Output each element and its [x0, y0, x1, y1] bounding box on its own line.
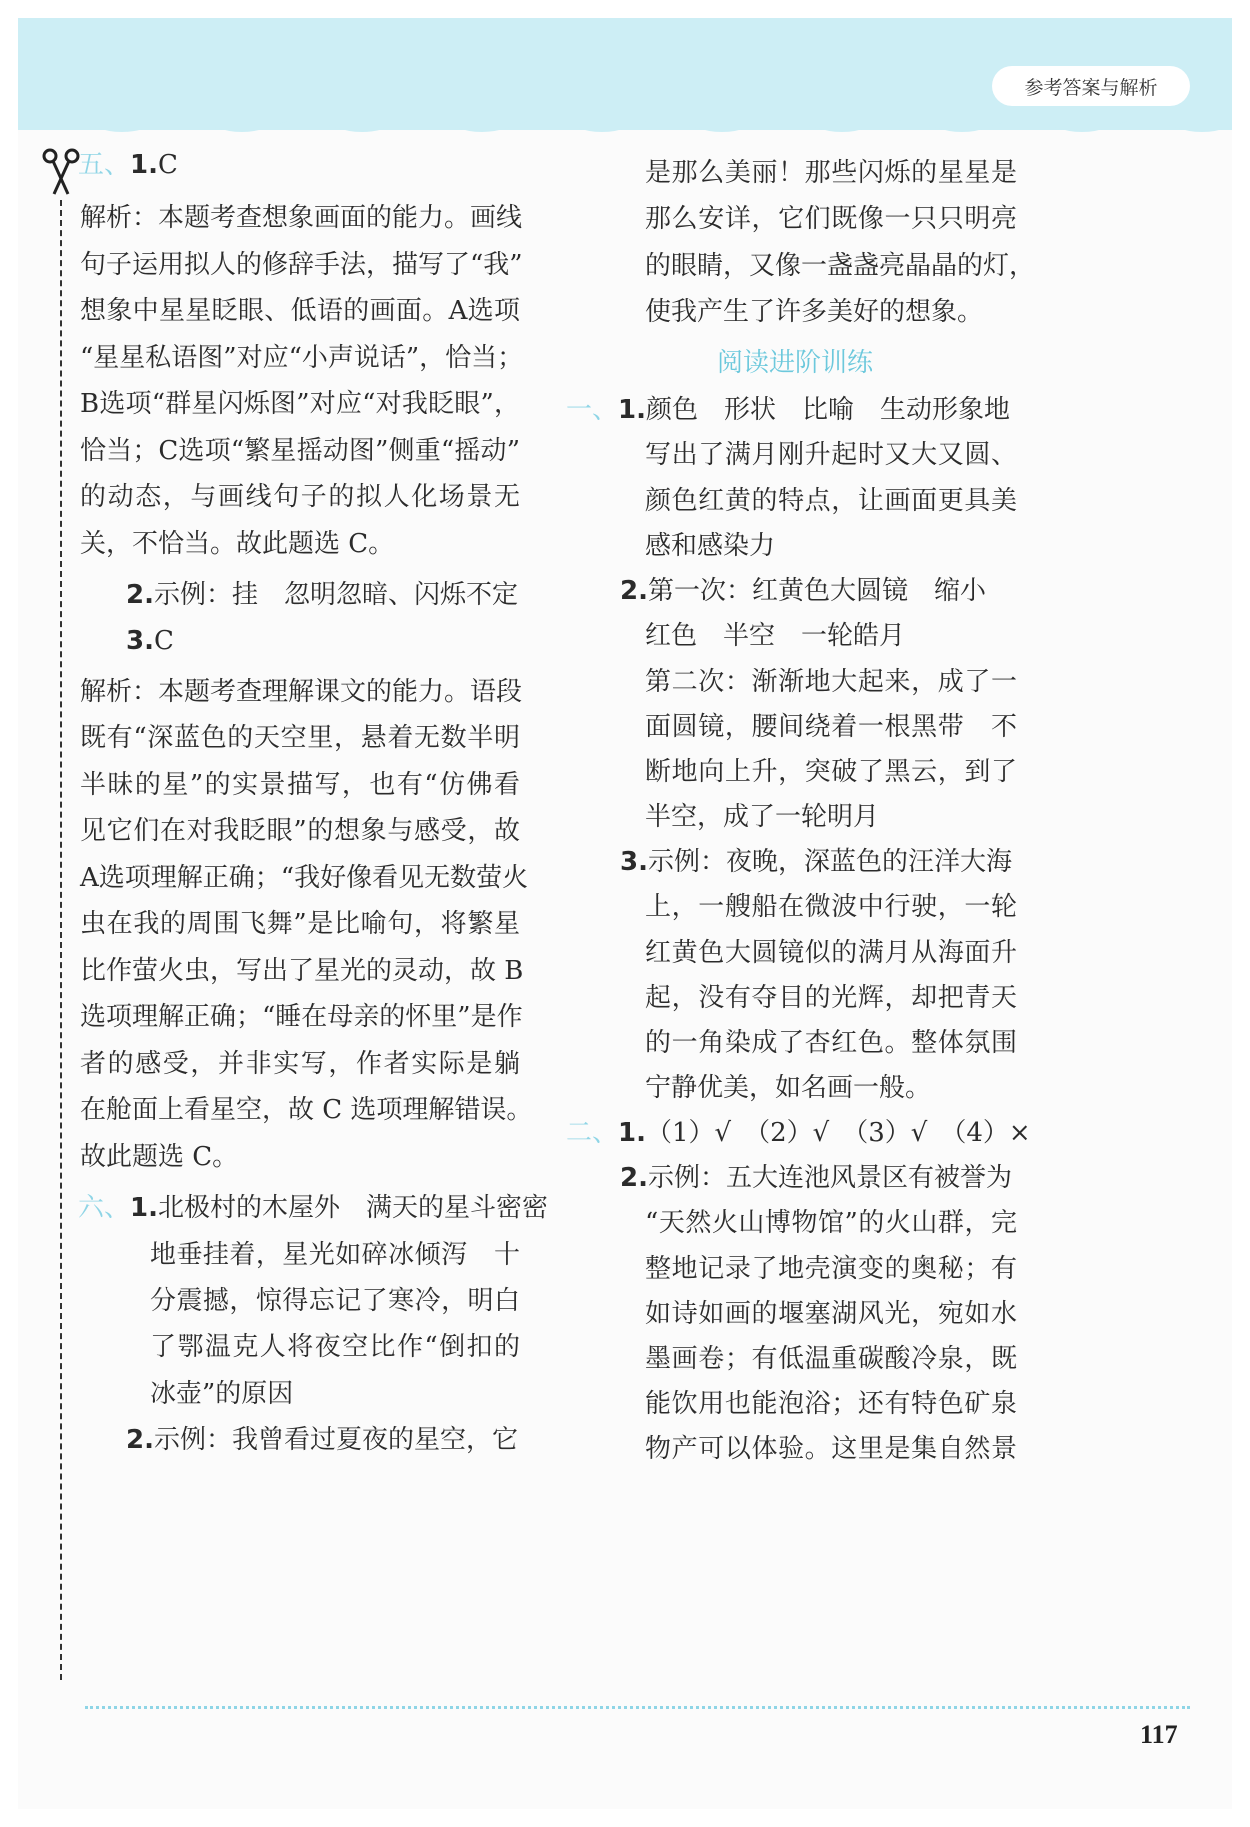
answer-text: 那么安详，它们既像一只只明亮	[645, 204, 1017, 234]
answer-text: 既有“深蓝色的天空里，悬着无数半明	[80, 723, 520, 753]
right-text-line	[645, 488, 1017, 514]
right-text-line	[645, 759, 1017, 785]
section-title: 阅读进阶训练	[717, 348, 874, 378]
left-text-line	[126, 628, 174, 654]
answer-text: 使我产生了许多美好的想象。	[645, 297, 984, 327]
answer-text: “星星私语图”对应“小声说话”，恰当；	[80, 343, 524, 373]
scissors-icon	[42, 148, 82, 198]
answer-text: 墨画卷；有低温重碳酸冷泉，既	[645, 1344, 1017, 1374]
left-text-line	[80, 484, 520, 510]
section-marker: 二、	[566, 1118, 619, 1148]
answer-text: 虫在我的周围飞舞”是比喻句，将繁星	[80, 909, 520, 939]
left-text-line	[80, 391, 520, 417]
question-number: 3.	[126, 626, 154, 656]
left-text-line	[80, 677, 523, 707]
answer-text: 宁静优美，如名画一般。	[645, 1073, 932, 1103]
right-text-line	[645, 1436, 1017, 1462]
cut-line	[60, 200, 62, 1680]
right-text-line	[645, 894, 1017, 920]
right-text-line	[620, 578, 986, 604]
question-number: 2.	[620, 1163, 648, 1193]
right-text-line	[645, 1256, 1017, 1282]
right-text-line	[645, 804, 879, 830]
right-text-line	[645, 1075, 931, 1101]
left-text-line	[80, 1002, 523, 1032]
answer-text: 示例：我曾看过夏夜的星空，它	[153, 1425, 518, 1455]
answer-text: 整地记录了地壳演变的奥秘；有	[645, 1254, 1017, 1284]
answer-text: 示例：夜晚，深蓝色的汪洋大海	[647, 847, 1012, 877]
question-number: 1.	[618, 1118, 646, 1148]
section-marker: 六、	[78, 1193, 131, 1223]
question-number: 3.	[620, 847, 648, 877]
left-text-line	[150, 1242, 520, 1268]
answer-text: 的动态，与画线句子的拟人化场景无	[80, 482, 520, 512]
right-text-line	[620, 1165, 1012, 1191]
right-text-line	[645, 160, 1017, 186]
right-text-line	[645, 1210, 1017, 1236]
answer-text: 如诗如画的堰塞湖风光，宛如水	[645, 1299, 1017, 1329]
left-text-line	[80, 1051, 520, 1077]
left-text-line	[80, 956, 524, 986]
answer-text: 者的感受，并非实写，作者实际是躺	[80, 1049, 520, 1079]
left-text-line	[78, 152, 178, 178]
left-text-line	[80, 438, 520, 464]
answer-text: 物产可以体验。这里是集自然景	[645, 1434, 1017, 1464]
answer-text: （1）√ （2）√ （3）√ （4）×	[645, 1118, 1031, 1148]
answer-text: 是那么美丽！那些闪烁的星星是	[645, 158, 1017, 188]
right-text-line	[566, 1120, 1031, 1146]
answer-key-tag: 参考答案与解析	[992, 66, 1190, 106]
left-text-line	[80, 772, 520, 798]
answer-text: 在舱面上看星空，故 C 选项理解错误。	[80, 1095, 533, 1125]
wave-edge	[18, 116, 1232, 140]
right-text-line	[645, 623, 905, 649]
right-text-line	[645, 985, 1017, 1011]
answer-text: 示例：五大连池风景区有被誉为	[647, 1163, 1012, 1193]
answer-text: 第一次：红黄色大圆镜 缩小	[647, 576, 986, 606]
left-text-line	[80, 725, 520, 751]
right-text-line	[645, 940, 1017, 966]
footer-dotted-rule	[85, 1706, 1190, 1709]
left-text-line	[78, 1195, 548, 1221]
left-text-line	[80, 911, 520, 937]
right-text-line	[645, 714, 1017, 740]
answer-text: 冰壶”的原因	[150, 1379, 294, 1409]
right-text-line	[645, 299, 983, 325]
answer-text: 句子运用拟人的修辞手法，描写了“我”	[80, 250, 523, 280]
page-number: 117	[1140, 1720, 1178, 1749]
answer-text: 上，一艘船在微波中行驶，一轮	[645, 892, 1017, 922]
answer-text: 红色 半空 一轮皓月	[645, 621, 906, 651]
right-text-line	[620, 849, 1012, 875]
right-text-line	[717, 350, 873, 376]
right-text-line	[645, 1030, 1017, 1056]
left-text-line	[150, 1334, 520, 1360]
answer-text: 起，没有夺目的光辉，却把青天	[645, 983, 1017, 1013]
left-text-line	[126, 582, 518, 608]
answer-text: 的眼睛，又像一盏盏亮晶晶的灯，	[645, 251, 1036, 281]
answer-text: B选项“群星闪烁图”对应“对我眨眼”，	[80, 389, 520, 419]
right-text-line	[645, 669, 1017, 695]
answer-text: 选项理解正确；“睡在母亲的怀里”是作	[80, 1002, 523, 1032]
answer-text: 分震撼，惊得忘记了寒冷，明白	[150, 1286, 520, 1316]
left-text-line	[150, 1381, 293, 1407]
answer-text: 地垂挂着，星光如碎冰倾泻 十	[150, 1240, 520, 1270]
left-text-line	[80, 203, 523, 233]
answer-text: 比作萤火虫，写出了星光的灵动，故 B	[80, 956, 524, 986]
answer-text: 解析：本题考查想象画面的能力。画线	[80, 203, 523, 233]
question-number: 2.	[620, 576, 648, 606]
left-text-line	[80, 1095, 533, 1125]
answer-text: 感和感染力	[645, 531, 776, 561]
question-number: 1.	[130, 1193, 158, 1223]
answer-text: 示例：挂 忽明忽暗、闪烁不定	[153, 580, 518, 610]
answer-text: 颜色 形状 比喻 生动形象地	[645, 395, 1010, 425]
answer-text: 关，不恰当。故此题选 C。	[80, 529, 395, 559]
question-number: 2.	[126, 580, 154, 610]
left-text-line	[80, 250, 523, 280]
answer-text: 第二次：渐渐地大起来，成了一	[645, 667, 1017, 697]
answer-text: 了鄂温克人将夜空比作“倒扣的	[150, 1332, 520, 1362]
answer-text: “天然火山博物馆”的火山群，完	[645, 1208, 1017, 1238]
answer-text: 颜色红黄的特点，让画面更具美	[645, 486, 1017, 516]
answer-text: 想象中星星眨眼、低语的画面。A选项	[80, 296, 520, 326]
left-text-line	[126, 1427, 518, 1453]
right-text-line	[645, 1391, 1017, 1417]
left-text-line	[150, 1288, 520, 1314]
left-text-line	[80, 818, 520, 844]
answer-text: 解析：本题考查理解课文的能力。语段	[80, 677, 523, 707]
section-marker: 五、	[78, 150, 131, 180]
right-text-line	[645, 533, 775, 559]
left-text-line	[80, 1144, 238, 1170]
answer-text: C	[157, 150, 178, 180]
answer-text: A选项理解正确；“我好像看见无数萤火	[80, 863, 529, 893]
left-text-line	[80, 863, 529, 893]
answer-text: 写出了满月刚升起时又大又圆、	[645, 440, 1017, 470]
section-marker: 一、	[566, 395, 619, 425]
answer-text: 的一角染成了杏红色。整体氛围	[645, 1028, 1017, 1058]
question-number: 1.	[618, 395, 646, 425]
right-text-line	[645, 251, 1036, 281]
left-text-line	[80, 531, 394, 557]
answer-text: 面圆镜，腰间绕着一根黑带 不	[645, 712, 1017, 742]
answer-text: 故此题选 C。	[80, 1142, 239, 1172]
answer-text: 恰当；C选项“繁星摇动图”侧重“摇动”	[80, 436, 520, 466]
answer-text: 半昧的星”的实景描写，也有“仿佛看	[80, 770, 520, 800]
question-number: 1.	[130, 150, 158, 180]
question-number: 2.	[126, 1425, 154, 1455]
left-text-line	[80, 298, 520, 324]
answer-text: 断地向上升，突破了黑云，到了	[645, 757, 1017, 787]
answer-text: 见它们在对我眨眼”的想象与感受，故	[80, 816, 520, 846]
left-text-line	[80, 343, 524, 373]
right-text-line	[645, 442, 1017, 468]
answer-text: C	[153, 626, 174, 656]
right-text-line	[645, 1346, 1017, 1372]
right-text-line	[645, 1301, 1017, 1327]
answer-text: 半空，成了一轮明月	[645, 802, 880, 832]
answer-text: 能饮用也能泡浴；还有特色矿泉	[645, 1389, 1017, 1419]
answer-text: 北极村的木屋外 满天的星斗密密	[157, 1193, 548, 1223]
right-text-line	[645, 206, 1017, 232]
answer-text: 红黄色大圆镜似的满月从海面升	[645, 938, 1017, 968]
right-text-line	[566, 397, 1010, 423]
